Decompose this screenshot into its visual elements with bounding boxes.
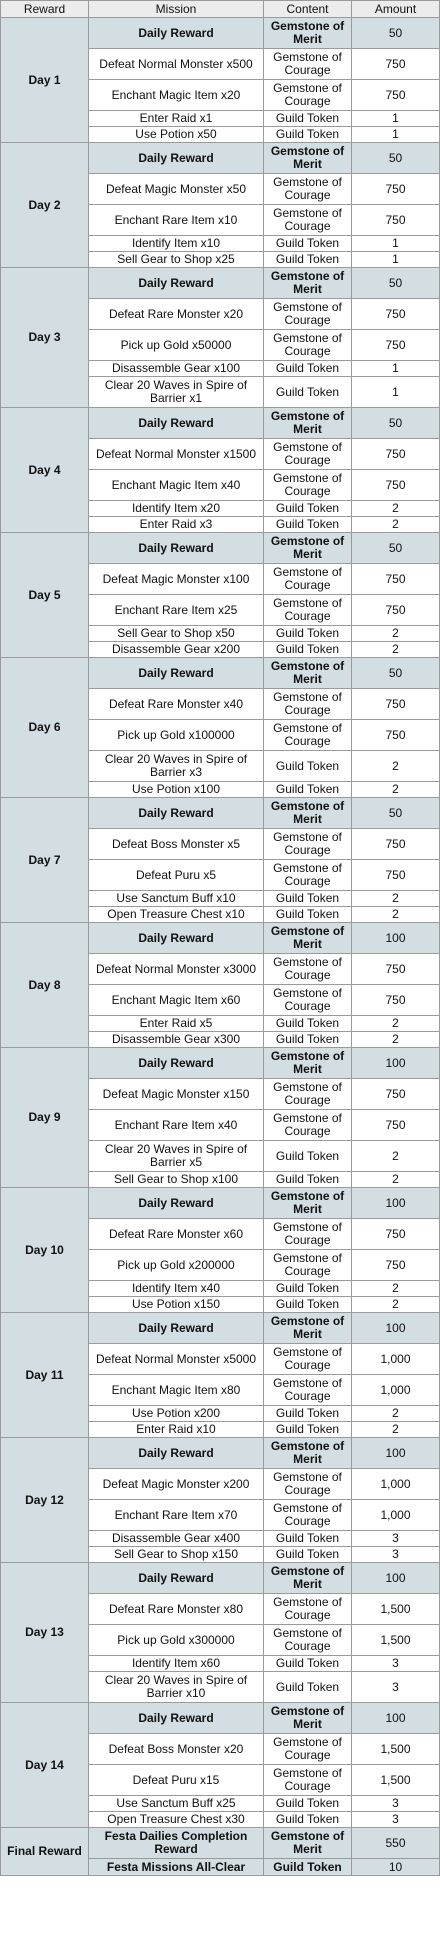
content-cell: Gemstone of Courage — [264, 1500, 352, 1531]
amount-cell: 3 — [352, 1672, 440, 1703]
reward-day-label: Day 12 — [1, 1438, 89, 1563]
reward-day-label: Day 13 — [1, 1563, 89, 1703]
mission-cell: Open Treasure Chest x30 — [89, 1812, 264, 1828]
amount-cell: 2 — [352, 907, 440, 923]
amount-cell: 2 — [352, 1297, 440, 1313]
mission-cell: Defeat Magic Monster x200 — [89, 1469, 264, 1500]
amount-cell: 50 — [352, 798, 440, 829]
content-cell: Guild Token — [264, 1406, 352, 1422]
mission-cell: Clear 20 Waves in Spire of Barrier x5 — [89, 1141, 264, 1172]
amount-cell: 2 — [352, 626, 440, 642]
table-row — [1, 1313, 440, 1344]
content-cell: Guild Token — [264, 751, 352, 782]
amount-cell: 2 — [352, 751, 440, 782]
amount-cell: 750 — [352, 1250, 440, 1281]
mission-cell: Use Potion x50 — [89, 127, 264, 143]
amount-cell: 2 — [352, 1422, 440, 1438]
content-cell: Guild Token — [264, 891, 352, 907]
amount-cell: 750 — [352, 1219, 440, 1250]
amount-cell: 1 — [352, 236, 440, 252]
mission-cell: Defeat Rare Monster x20 — [89, 299, 264, 330]
reward-day-label: Day 5 — [1, 533, 89, 658]
amount-cell: 1,500 — [352, 1765, 440, 1796]
amount-cell: 1 — [352, 111, 440, 127]
reward-day-label: Day 8 — [1, 923, 89, 1048]
content-cell: Guild Token — [264, 361, 352, 377]
amount-cell: 100 — [352, 1048, 440, 1079]
content-cell: Gemstone of Courage — [264, 1344, 352, 1375]
content-cell: Guild Token — [264, 782, 352, 798]
mission-cell: Daily Reward — [89, 1438, 264, 1469]
amount-cell: 2 — [352, 1281, 440, 1297]
content-cell: Gemstone of Merit — [264, 1563, 352, 1594]
mission-cell: Clear 20 Waves in Spire of Barrier x1 — [89, 377, 264, 408]
mission-cell: Enchant Magic Item x40 — [89, 470, 264, 501]
mission-cell: Daily Reward — [89, 143, 264, 174]
mission-cell: Defeat Rare Monster x40 — [89, 689, 264, 720]
amount-cell: 50 — [352, 533, 440, 564]
table-row — [1, 1188, 440, 1219]
content-cell: Gemstone of Merit — [264, 1313, 352, 1344]
mission-cell: Daily Reward — [89, 923, 264, 954]
content-cell: Gemstone of Merit — [264, 1438, 352, 1469]
reward-day-label: Day 9 — [1, 1048, 89, 1188]
mission-cell: Disassemble Gear x200 — [89, 642, 264, 658]
header-reward: Reward — [1, 1, 89, 18]
amount-cell: 1 — [352, 252, 440, 268]
mission-cell: Use Sanctum Buff x10 — [89, 891, 264, 907]
amount-cell: 3 — [352, 1812, 440, 1828]
amount-cell: 750 — [352, 205, 440, 236]
content-cell: Guild Token — [264, 127, 352, 143]
amount-cell: 1,000 — [352, 1500, 440, 1531]
table-row — [1, 798, 440, 829]
content-cell: Gemstone of Courage — [264, 1110, 352, 1141]
mission-cell: Identify Item x40 — [89, 1281, 264, 1297]
mission-cell: Enchant Magic Item x20 — [89, 80, 264, 111]
mission-cell: Defeat Normal Monster x3000 — [89, 954, 264, 985]
amount-cell: 750 — [352, 689, 440, 720]
amount-cell: 1,000 — [352, 1375, 440, 1406]
amount-cell: 750 — [352, 595, 440, 626]
mission-cell: Daily Reward — [89, 1703, 264, 1734]
amount-cell: 100 — [352, 1563, 440, 1594]
content-cell: Gemstone of Courage — [264, 954, 352, 985]
content-cell: Gemstone of Courage — [264, 1079, 352, 1110]
amount-cell: 2 — [352, 1172, 440, 1188]
amount-cell: 1,500 — [352, 1734, 440, 1765]
amount-cell: 750 — [352, 985, 440, 1016]
content-cell: Gemstone of Courage — [264, 1594, 352, 1625]
content-cell: Guild Token — [264, 377, 352, 408]
content-cell: Guild Token — [264, 1422, 352, 1438]
amount-cell: 100 — [352, 1188, 440, 1219]
mission-cell: Defeat Rare Monster x60 — [89, 1219, 264, 1250]
table-row — [1, 658, 440, 689]
content-cell: Gemstone of Merit — [264, 1048, 352, 1079]
content-cell: Gemstone of Courage — [264, 80, 352, 111]
content-cell: Gemstone of Courage — [264, 595, 352, 626]
content-cell: Gemstone of Courage — [264, 1250, 352, 1281]
mission-cell: Defeat Boss Monster x20 — [89, 1734, 264, 1765]
amount-cell: 750 — [352, 80, 440, 111]
amount-cell: 10 — [352, 1859, 440, 1876]
content-cell: Guild Token — [264, 501, 352, 517]
mission-cell: Enter Raid x1 — [89, 111, 264, 127]
mission-cell: Daily Reward — [89, 268, 264, 299]
mission-cell: Pick up Gold x50000 — [89, 330, 264, 361]
amount-cell: 750 — [352, 1110, 440, 1141]
content-cell: Guild Token — [264, 1032, 352, 1048]
mission-cell: Defeat Puru x5 — [89, 860, 264, 891]
mission-cell: Disassemble Gear x400 — [89, 1531, 264, 1547]
amount-cell: 3 — [352, 1796, 440, 1812]
amount-cell: 100 — [352, 923, 440, 954]
amount-cell: 1,500 — [352, 1594, 440, 1625]
mission-cell: Pick up Gold x300000 — [89, 1625, 264, 1656]
mission-cell: Use Potion x100 — [89, 782, 264, 798]
content-cell: Gemstone of Courage — [264, 1219, 352, 1250]
mission-cell: Defeat Magic Monster x150 — [89, 1079, 264, 1110]
amount-cell: 100 — [352, 1438, 440, 1469]
content-cell: Gemstone of Courage — [264, 1469, 352, 1500]
amount-cell: 50 — [352, 143, 440, 174]
amount-cell: 2 — [352, 1406, 440, 1422]
reward-day-label: Day 7 — [1, 798, 89, 923]
amount-cell: 3 — [352, 1531, 440, 1547]
reward-day-label: Day 2 — [1, 143, 89, 268]
amount-cell: 750 — [352, 470, 440, 501]
mission-cell: Use Potion x150 — [89, 1297, 264, 1313]
mission-cell: Daily Reward — [89, 1563, 264, 1594]
table-body — [1, 18, 440, 1876]
mission-cell: Daily Reward — [89, 408, 264, 439]
mission-cell: Defeat Rare Monster x80 — [89, 1594, 264, 1625]
content-cell: Guild Token — [264, 1859, 352, 1876]
content-cell: Gemstone of Courage — [264, 720, 352, 751]
table-row — [1, 1828, 440, 1859]
reward-day-label: Day 11 — [1, 1313, 89, 1438]
amount-cell: 1 — [352, 127, 440, 143]
content-cell: Gemstone of Courage — [264, 860, 352, 891]
mission-cell: Sell Gear to Shop x25 — [89, 252, 264, 268]
table-row — [1, 18, 440, 49]
header-row — [1, 1, 440, 18]
mission-cell: Enter Raid x3 — [89, 517, 264, 533]
mission-cell: Defeat Normal Monster x5000 — [89, 1344, 264, 1375]
amount-cell: 2 — [352, 642, 440, 658]
amount-cell: 50 — [352, 658, 440, 689]
content-cell: Gemstone of Courage — [264, 330, 352, 361]
mission-cell: Daily Reward — [89, 658, 264, 689]
reward-day-label: Final Reward — [1, 1828, 89, 1876]
mission-cell: Use Sanctum Buff x25 — [89, 1796, 264, 1812]
table-row — [1, 1438, 440, 1469]
content-cell: Guild Token — [264, 1547, 352, 1563]
content-cell: Guild Token — [264, 517, 352, 533]
mission-cell: Festa Missions All-Clear — [89, 1859, 264, 1876]
content-cell: Gemstone of Courage — [264, 1625, 352, 1656]
amount-cell: 2 — [352, 1141, 440, 1172]
amount-cell: 1 — [352, 377, 440, 408]
table-row — [1, 408, 440, 439]
content-cell: Guild Token — [264, 1141, 352, 1172]
amount-cell: 750 — [352, 49, 440, 80]
mission-cell: Daily Reward — [89, 18, 264, 49]
content-cell: Gemstone of Courage — [264, 829, 352, 860]
mission-cell: Daily Reward — [89, 1048, 264, 1079]
mission-cell: Enchant Rare Item x25 — [89, 595, 264, 626]
mission-cell: Daily Reward — [89, 1188, 264, 1219]
content-cell: Gemstone of Courage — [264, 299, 352, 330]
amount-cell: 100 — [352, 1703, 440, 1734]
amount-cell: 750 — [352, 439, 440, 470]
mission-cell: Clear 20 Waves in Spire of Barrier x10 — [89, 1672, 264, 1703]
amount-cell: 750 — [352, 860, 440, 891]
amount-cell: 750 — [352, 829, 440, 860]
amount-cell: 750 — [352, 330, 440, 361]
amount-cell: 550 — [352, 1828, 440, 1859]
mission-cell: Defeat Magic Monster x50 — [89, 174, 264, 205]
content-cell: Guild Token — [264, 1672, 352, 1703]
reward-day-label: Day 3 — [1, 268, 89, 408]
content-cell: Gemstone of Courage — [264, 1734, 352, 1765]
content-cell: Guild Token — [264, 642, 352, 658]
amount-cell: 750 — [352, 299, 440, 330]
mission-cell: Enchant Magic Item x80 — [89, 1375, 264, 1406]
amount-cell: 2 — [352, 501, 440, 517]
amount-cell: 750 — [352, 1079, 440, 1110]
content-cell: Guild Token — [264, 1297, 352, 1313]
amount-cell: 50 — [352, 18, 440, 49]
table-row — [1, 1563, 440, 1594]
content-cell: Gemstone of Courage — [264, 49, 352, 80]
mission-cell: Enchant Rare Item x40 — [89, 1110, 264, 1141]
mission-cell: Festa Dailies Completion Reward — [89, 1828, 264, 1859]
amount-cell: 750 — [352, 174, 440, 205]
amount-cell: 2 — [352, 1016, 440, 1032]
amount-cell: 2 — [352, 517, 440, 533]
amount-cell: 750 — [352, 954, 440, 985]
content-cell: Gemstone of Merit — [264, 658, 352, 689]
amount-cell: 1,000 — [352, 1344, 440, 1375]
content-cell: Gemstone of Courage — [264, 689, 352, 720]
amount-cell: 2 — [352, 782, 440, 798]
content-cell: Guild Token — [264, 1016, 352, 1032]
content-cell: Gemstone of Merit — [264, 1188, 352, 1219]
table-row — [1, 533, 440, 564]
content-cell: Gemstone of Courage — [264, 1375, 352, 1406]
reward-day-label: Day 6 — [1, 658, 89, 798]
mission-cell: Defeat Magic Monster x100 — [89, 564, 264, 595]
mission-cell: Enchant Rare Item x10 — [89, 205, 264, 236]
reward-day-label: Day 14 — [1, 1703, 89, 1828]
content-cell: Gemstone of Merit — [264, 798, 352, 829]
content-cell: Guild Token — [264, 236, 352, 252]
content-cell: Gemstone of Courage — [264, 985, 352, 1016]
amount-cell: 2 — [352, 1032, 440, 1048]
amount-cell: 3 — [352, 1547, 440, 1563]
mission-cell: Disassemble Gear x100 — [89, 361, 264, 377]
content-cell: Guild Token — [264, 111, 352, 127]
amount-cell: 50 — [352, 268, 440, 299]
content-cell: Gemstone of Merit — [264, 1828, 352, 1859]
content-cell: Gemstone of Merit — [264, 533, 352, 564]
mission-cell: Daily Reward — [89, 533, 264, 564]
reward-day-label: Day 10 — [1, 1188, 89, 1313]
amount-cell: 1,000 — [352, 1469, 440, 1500]
content-cell: Gemstone of Merit — [264, 143, 352, 174]
content-cell: Gemstone of Courage — [264, 564, 352, 595]
mission-cell: Identify Item x60 — [89, 1656, 264, 1672]
reward-day-label: Day 1 — [1, 18, 89, 143]
mission-cell: Identify Item x20 — [89, 501, 264, 517]
content-cell: Guild Token — [264, 1796, 352, 1812]
mission-cell: Enchant Rare Item x70 — [89, 1500, 264, 1531]
amount-cell: 1,500 — [352, 1625, 440, 1656]
content-cell: Gemstone of Courage — [264, 174, 352, 205]
content-cell: Guild Token — [264, 1531, 352, 1547]
mission-cell: Defeat Boss Monster x5 — [89, 829, 264, 860]
amount-cell: 750 — [352, 564, 440, 595]
amount-cell: 2 — [352, 891, 440, 907]
mission-cell: Defeat Normal Monster x1500 — [89, 439, 264, 470]
mission-cell: Open Treasure Chest x10 — [89, 907, 264, 923]
table-row — [1, 143, 440, 174]
mission-cell: Use Potion x200 — [89, 1406, 264, 1422]
content-cell: Gemstone of Merit — [264, 268, 352, 299]
content-cell: Gemstone of Courage — [264, 470, 352, 501]
amount-cell: 50 — [352, 408, 440, 439]
mission-cell: Enter Raid x10 — [89, 1422, 264, 1438]
mission-cell: Sell Gear to Shop x150 — [89, 1547, 264, 1563]
amount-cell: 3 — [352, 1656, 440, 1672]
mission-cell: Defeat Puru x15 — [89, 1765, 264, 1796]
content-cell: Gemstone of Merit — [264, 1703, 352, 1734]
table-row — [1, 268, 440, 299]
table-row — [1, 1048, 440, 1079]
amount-cell: 1 — [352, 361, 440, 377]
content-cell: Gemstone of Merit — [264, 408, 352, 439]
mission-cell: Pick up Gold x200000 — [89, 1250, 264, 1281]
table-row — [1, 923, 440, 954]
mission-cell: Identify Item x10 — [89, 236, 264, 252]
content-cell: Gemstone of Courage — [264, 1765, 352, 1796]
mission-cell: Enchant Magic Item x60 — [89, 985, 264, 1016]
content-cell: Gemstone of Courage — [264, 439, 352, 470]
content-cell: Guild Token — [264, 1281, 352, 1297]
header-amount: Amount — [352, 1, 440, 18]
header-content: Content — [264, 1, 352, 18]
mission-cell: Sell Gear to Shop x100 — [89, 1172, 264, 1188]
mission-cell: Clear 20 Waves in Spire of Barrier x3 — [89, 751, 264, 782]
amount-cell: 100 — [352, 1313, 440, 1344]
table-row — [1, 1703, 440, 1734]
header-mission: Mission — [89, 1, 264, 18]
content-cell: Guild Token — [264, 1172, 352, 1188]
content-cell: Guild Token — [264, 1812, 352, 1828]
mission-cell: Sell Gear to Shop x50 — [89, 626, 264, 642]
content-cell: Guild Token — [264, 1656, 352, 1672]
amount-cell: 750 — [352, 720, 440, 751]
content-cell: Gemstone of Merit — [264, 18, 352, 49]
content-cell: Guild Token — [264, 252, 352, 268]
mission-cell: Enter Raid x5 — [89, 1016, 264, 1032]
mission-cell: Daily Reward — [89, 1313, 264, 1344]
mission-cell: Disassemble Gear x300 — [89, 1032, 264, 1048]
mission-cell: Daily Reward — [89, 798, 264, 829]
content-cell: Guild Token — [264, 626, 352, 642]
content-cell: Guild Token — [264, 907, 352, 923]
mission-cell: Defeat Normal Monster x500 — [89, 49, 264, 80]
mission-cell: Pick up Gold x100000 — [89, 720, 264, 751]
content-cell: Gemstone of Courage — [264, 205, 352, 236]
content-cell: Gemstone of Merit — [264, 923, 352, 954]
reward-day-label: Day 4 — [1, 408, 89, 533]
